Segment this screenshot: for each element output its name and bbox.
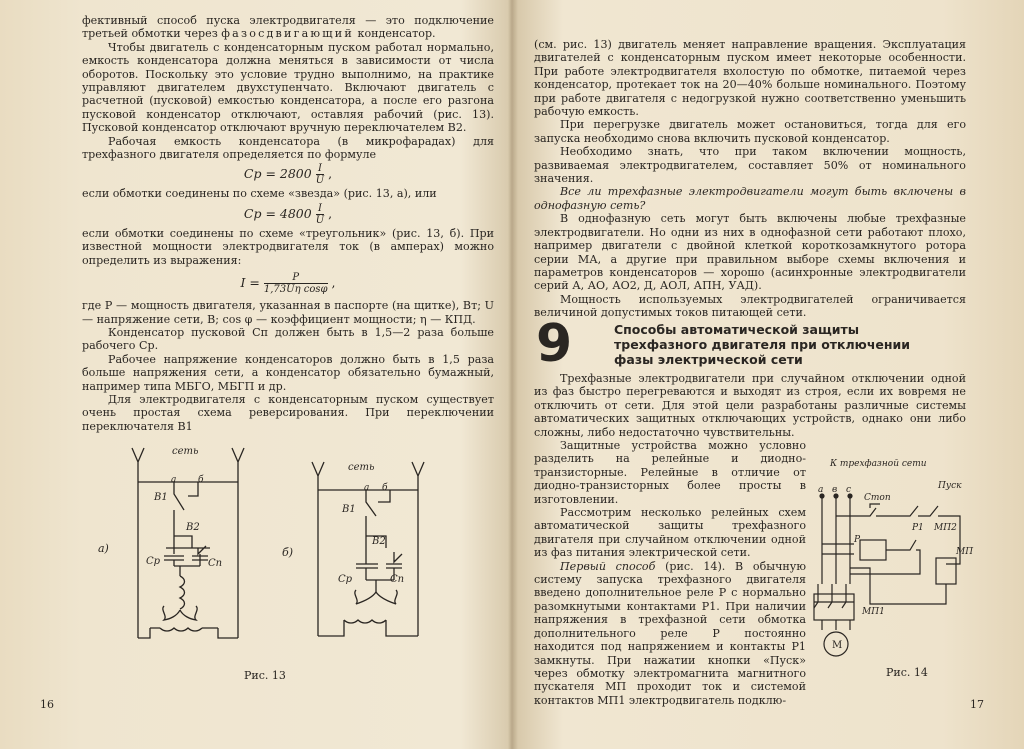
label-b-b: б (382, 483, 388, 493)
paragraph: Рабочая емкость конденсатора (в микрофарадах) для трехфазного двигателя определяется по формуле (82, 134, 494, 162)
label-mp1: МП1 (862, 607, 885, 617)
formula-delta: Cр = 4800 $\frac{I}{U}$ , (243, 202, 333, 226)
paragraph: если обмотки соединены по схеме «звезда» (рис. 13, а), или (82, 187, 437, 201)
label-mp2: МП2 (934, 523, 957, 533)
label-a: а (171, 475, 177, 485)
label-cr-a: Ср (146, 556, 161, 567)
right-page (514, 0, 1024, 749)
label-phase-a: а (818, 485, 824, 495)
label-b1-a: В1 (154, 492, 168, 503)
paragraph: Необходимо знать, что при таком включении мощность, развиваемая электродвигателем, составляет 50% от номинального значения. (534, 145, 966, 186)
label-p1: Р1 (912, 523, 924, 533)
page-number-left: 16 (40, 698, 54, 711)
label-start: Пуск (938, 481, 962, 491)
label-b2-b: В2 (372, 536, 386, 547)
label-motor: М (832, 640, 843, 651)
figure-13-caption: Рис. 13 (244, 669, 286, 682)
label-net: К трехфазной сети (830, 459, 927, 469)
paragraph: Мощность используемых электродвигателей ограничивается величиной допустимых токов питающей сети. (534, 292, 966, 320)
paragraph: Рабочее напряжение конденсаторов должно быть в 1,5 раза больше напряжения сети, а конденсатор обязательно бумажный, например типа МБГО, МБГП и др. (82, 352, 494, 393)
question-paragraph: Все ли трехфазные электродвигатели могут быть включены в однофазную сеть? (534, 185, 966, 212)
antenna-right-a (232, 448, 244, 638)
label-fig-a: а) (98, 542, 109, 555)
paragraph: Чтобы двигатель с конденсаторным пуском работал нормально, емкость конденсатора должна меняться в зависимости от числа оборотов. Поскольку это условие трудно выполнимо, на практике управляют двигателем двухступенчато. Включают двигатель с расчетной (пусковой) емкостью конденсатора, а после его разгона пусковой конденсатор отключают, оставляя рабочий (рис. 13). Пусковой конденсатор отключают вручную переключателем В2. (82, 40, 494, 135)
label-p: Р (854, 535, 861, 545)
page-number-right: 17 (970, 698, 984, 711)
chapter-number: 9 (536, 314, 573, 374)
paragraph: Конденсатор пусковой Сп должен быть в 1,5—2 раза больше рабочего Ср. (82, 325, 494, 353)
label-phase-b: в (832, 485, 838, 495)
label-mp: МП (956, 547, 974, 557)
paragraph: Защитные устройства можно условно разделить на релейные и диодно-транзисторные. Релейные в отличие от диодно-транзисторных более просты в изготовлении. (534, 439, 806, 506)
paragraph: Трехфазные электродвигатели при случайном отключении одной из фаз быстро перегреваются и выходят из строя, если их вовремя не отключить от сети. Для этой цели разработаны различные системы автоматических защитных отключающих устройств, однако они либо сложны, либо недостаточно чувствительны. (534, 372, 966, 439)
antenna-left-b (312, 462, 324, 636)
figure-13-diagram (80, 440, 480, 670)
formula-star: Cр = 2800 $\frac{I}{U}$ , (243, 163, 333, 187)
paragraph: При перегрузке двигатель может остановиться, тогда для его запуска необходимо снова включить пусковой конденсатор. (534, 118, 966, 145)
figure-14-caption: Рис. 14 (886, 666, 928, 679)
section-column (534, 439, 806, 707)
paragraph: фективный способ пуска электродвигателя — это подключение третьей обмотки через фазосдвигающий конденсатор. (82, 14, 494, 41)
paragraph: где P — мощность двигателя, указанная в паспорте (на щитке), Вт; U — напряжение сети, В; cos φ — коэффициент мощности; η — КПД. (82, 299, 494, 326)
label-a-b: а (364, 483, 370, 493)
label-b: б (198, 475, 204, 485)
label-set-b: сеть (348, 462, 375, 473)
label-b1-b: В1 (342, 504, 356, 515)
paragraph: если обмотки соединены по схеме «треугольник» (рис. 13, б). При известной мощности электродвигателя ток (в амперах) можно определить из выражения: (82, 226, 494, 267)
figure-14-diagram (810, 454, 990, 664)
label-cr-b: Ср (338, 574, 353, 585)
antenna-left-a (132, 448, 144, 638)
label-b2-a: В2 (186, 522, 200, 533)
paragraph: (см. рис. 13) двигатель меняет направление вращения. Эксплуатация двигателей с конденсаторным пуском имеет некоторые особенности. При работе электродвигателя вхолостую по обмотке, питаемой через конденсатор, протекает ток на 20—40% больше номинального. Поэтому при работе двигателя с недогрузкой нужно соответственно уменьшить рабочую емкость. (534, 38, 966, 119)
label-fig-b: б) (282, 546, 294, 559)
paragraph: Для электродвигателя с конденсаторным пуском существует очень простая схема реверсирования. При переключении переключателя В1 (82, 392, 494, 433)
label-phase-c: с (846, 485, 852, 495)
left-page (0, 0, 510, 749)
left-text-top (82, 14, 494, 433)
chapter-title: Способы автоматической защиты трехфазного двигателя при отключении фазы электрической сети (614, 322, 911, 367)
first-method-label: Первый способ (560, 559, 656, 573)
paragraph: Рассмотрим несколько релейных схем автоматической защиты трехфазного двигателя при случайном отключении одной из фаз питания электрической сети. (534, 506, 806, 560)
formula-current: I = $\frac{P}{\text{1,73Uη cosφ}}$ , (240, 272, 336, 296)
label-stop: Стоп (864, 493, 891, 503)
label-set-a: сеть (172, 446, 199, 457)
label-cp-a: Сп (208, 558, 223, 569)
phase-lines (822, 496, 850, 584)
right-text-top (534, 38, 966, 320)
paragraph: Первый способ (рис. 14). В обычную систему запуска трехфазного двигателя введено дополнительное реле Р с нормально разомкнутыми контактами Р1. При наличии напряжения в трехфазной сети обмотка дополнительного реле Р постоянно находится под напряжением и контакты Р1 замкнуты. При нажатии кнопки «Пуск» через обмотку электромагнита магнитного пускателя МП проходит ток и системой контактов МП1 электродвигатель подклю- (534, 559, 806, 707)
paragraph: В однофазную сеть могут быть включены любые трехфазные электродвигатели. Но одни из них в однофазной сети работают плохо, например двигатели с двойной клеткой короткозамкнутого ротора серии МА, а другие при правильном выборе схемы включения и параметров конденсаторов — хорошо (асинхронные электродвигатели серий А, АО, АО2, Д, АОЛ, АПН, УАД). (534, 212, 966, 293)
label-cp-b: Сп (390, 574, 405, 585)
section-intro (534, 372, 966, 439)
